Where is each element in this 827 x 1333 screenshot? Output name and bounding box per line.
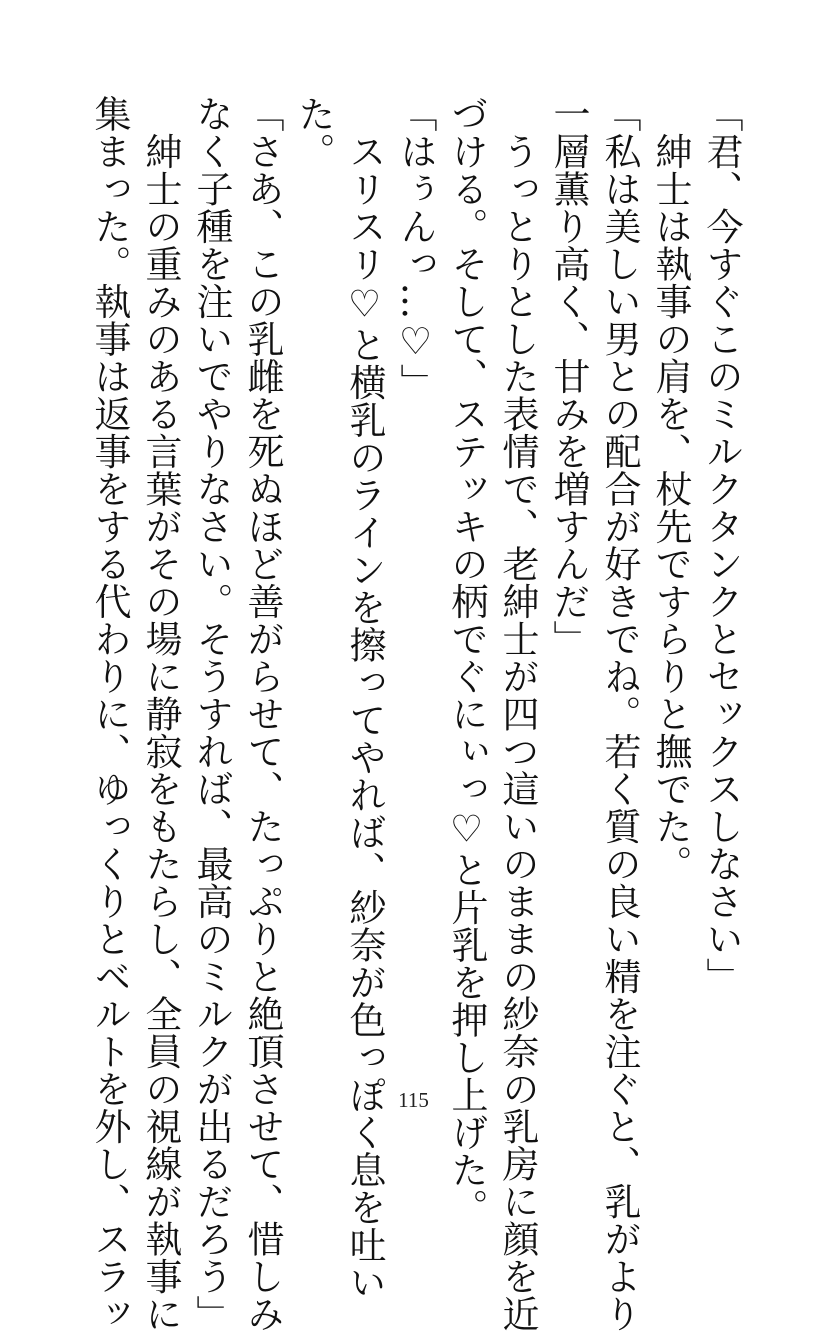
text-line: づける。そして、ステッキの柄でぐにぃっ♡と片乳を押し上げた。 [445, 95, 488, 1226]
text-line: うっとりとした表情で、老紳士が四つ這いのままの紗奈の乳房に顔を近 [496, 95, 539, 1333]
text-line: なく子種を注いでやりなさい。そうすれば、最高のミルクが出るだろう」 [190, 95, 233, 1333]
text-line: た。 [292, 95, 335, 170]
text-line: 「さあ、この乳雌を死ぬほど善がらせて、たっぷりと絶頂させて、惜しみ [241, 95, 284, 1333]
text-line: 「私は美しい男との配合が好きでね。若く質の良い精を注ぐと、乳がより [598, 95, 641, 1333]
text-line: 集まった。執事は返事をする代わりに、ゆっくりとベルトを外し、スラッ [88, 95, 131, 1333]
text-line: 紳士の重みのある言葉がその場に静寂をもたらし、全員の視線が執事に [139, 95, 182, 1333]
page-number: 115 [398, 1088, 429, 1112]
text-line: 紳士は執事の肩を、杖先ですらりと撫でた。 [649, 95, 692, 883]
text-line: 「はぅんっ…♡」 [394, 95, 437, 401]
text-line: 「君、今すぐこのミルクタンクとセックスしなさい」 [700, 95, 743, 995]
text-line: 一層薫り高く、甘みを増すんだ」 [547, 95, 590, 658]
text-line: スリスリ♡と横乳のラインを擦ってやれば、紗奈が色っぽく息を吐い [343, 95, 386, 1301]
